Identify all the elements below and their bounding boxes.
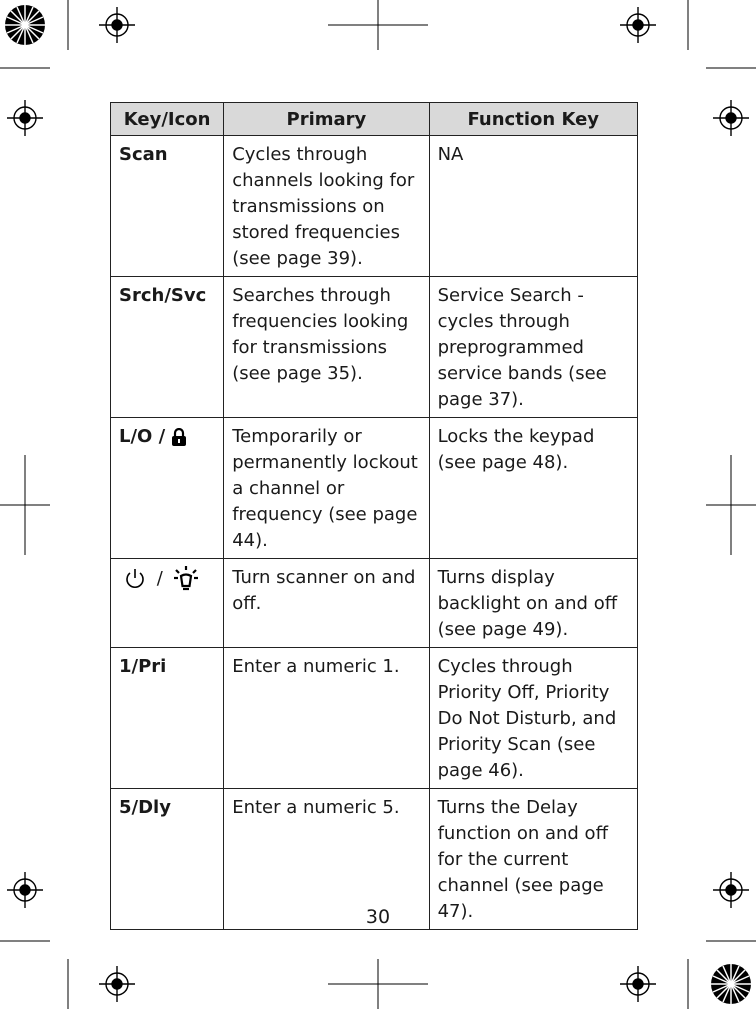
key-cell: 1/Pri bbox=[111, 648, 224, 789]
key-function-table bbox=[110, 102, 638, 930]
column-header-key-icon: Key/Icon bbox=[111, 103, 224, 136]
function-cell: Turns the Delay function on and off for the current channel (see page 47). bbox=[429, 789, 637, 930]
table-row bbox=[111, 559, 638, 648]
power-icon bbox=[123, 567, 147, 591]
table-row bbox=[111, 277, 638, 418]
table-row bbox=[111, 418, 638, 559]
backlight-bulb-icon bbox=[173, 565, 199, 593]
table-row bbox=[111, 648, 638, 789]
key-separator: / bbox=[156, 568, 163, 589]
primary-cell: Searches through frequencies looking for transmissions (see page 35). bbox=[224, 277, 429, 418]
primary-cell: Enter a numeric 1. bbox=[224, 648, 429, 789]
key-cell bbox=[111, 559, 224, 648]
key-cell: 5/Dly bbox=[111, 789, 224, 930]
primary-cell: Enter a numeric 5. bbox=[224, 789, 429, 930]
table-header-row bbox=[111, 103, 638, 136]
table-row bbox=[111, 136, 638, 277]
function-cell: Locks the keypad (see page 48). bbox=[429, 418, 637, 559]
column-header-primary: Primary bbox=[224, 103, 429, 136]
primary-cell: Cycles through channels looking for transmissions on stored frequencies (see page 39). bbox=[224, 136, 429, 277]
key-cell: Scan bbox=[111, 136, 224, 277]
key-label: L/O / bbox=[119, 426, 166, 447]
primary-cell: Temporarily or permanently lockout a channel or frequency (see page 44). bbox=[224, 418, 429, 559]
lock-icon bbox=[171, 428, 187, 446]
function-cell: Cycles through Priority Off, Priority Do Not Disturb, and Priority Scan (see page 46). bbox=[429, 648, 637, 789]
function-cell: Turns display backlight on and off (see page 49). bbox=[429, 559, 637, 648]
column-header-function-key: Function Key bbox=[429, 103, 637, 136]
key-cell bbox=[111, 418, 224, 559]
function-cell: Service Search - cycles through preprogrammed service bands (see page 37). bbox=[429, 277, 637, 418]
primary-cell: Turn scanner on and off. bbox=[224, 559, 429, 648]
page-number: 30 bbox=[365, 906, 391, 928]
function-cell: NA bbox=[429, 136, 637, 277]
key-cell: Srch/Svc bbox=[111, 277, 224, 418]
